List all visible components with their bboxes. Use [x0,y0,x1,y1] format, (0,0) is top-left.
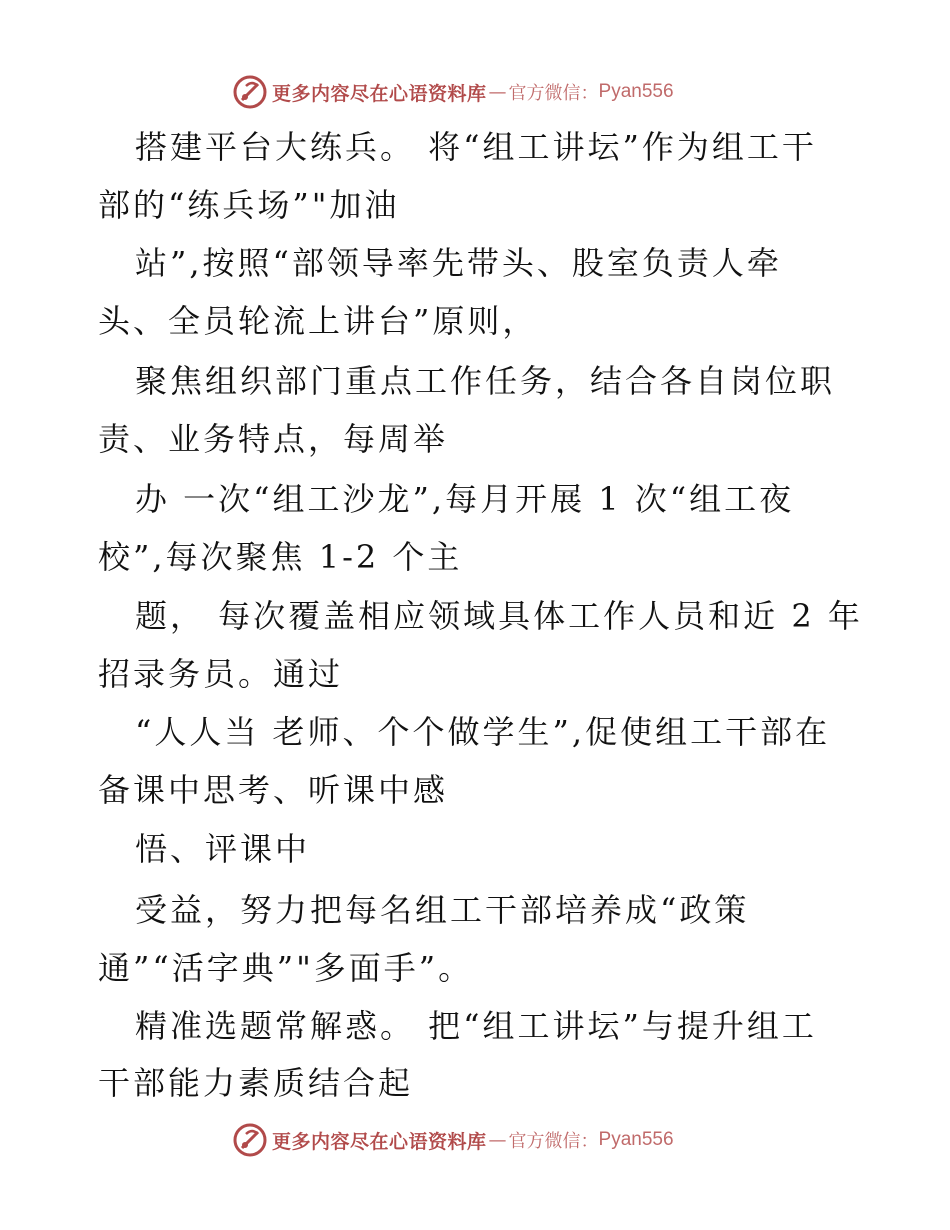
seal-logo-icon [232,74,268,110]
watermark-main-text: 更多内容尽在心语资料库 [272,82,487,105]
watermark-label: 官方微信： [508,83,599,104]
body-line: 悟、评课中 [135,830,311,868]
watermark-main-text: 更多内容尽在心语资料库 [272,1130,487,1153]
body-line: 干部能力素质结合起 [98,1064,414,1102]
body-line: 部的“练兵场”"加油 [98,186,400,224]
body-line: 站”,按照“部领导率先带头、股室负责人牵 [135,244,782,282]
body-line: 题， 每次覆盖相应领域具体工作人员和近 2 年 [135,597,863,635]
watermark-dash: — [488,81,507,103]
body-line: 头、全员轮流上讲台”原则， [98,302,538,340]
watermark-wechat-id: Pyan556 [598,81,674,102]
watermark-dash: — [488,1129,507,1151]
body-line: 校”,每次聚焦 1-2 个主 [98,538,463,576]
body-line: 搭建平台大练兵。 将“组工讲坛”作为组工干 [135,128,817,166]
body-line: “人人当 老师、个个做学生”,促使组工干部在 [135,713,831,751]
seal-logo-icon [232,1122,268,1158]
body-line: 通”“活字典”"多面手”。 [98,949,474,987]
watermark-label: 官方微信： [508,1131,599,1152]
body-line: 招录务员。通过 [98,655,344,693]
body-line: 责、业务特点，每周举 [98,420,449,458]
footer-watermark [232,1120,674,1160]
body-line: 办 一次“组工沙龙”,每月开展 1 次“组工夜 [135,480,795,518]
watermark-wechat-id: Pyan556 [598,1129,674,1150]
body-line: 备课中思考、听课中感 [98,771,449,809]
header-watermark [232,72,674,112]
body-line: 聚焦组织部门重点工作任务，结合各自岗位职 [135,362,836,400]
body-line: 精准选题常解惑。 把“组工讲坛”与提升组工 [135,1007,817,1045]
body-line: 受益，努力把每名组工干部培养成“政策 [135,891,750,929]
